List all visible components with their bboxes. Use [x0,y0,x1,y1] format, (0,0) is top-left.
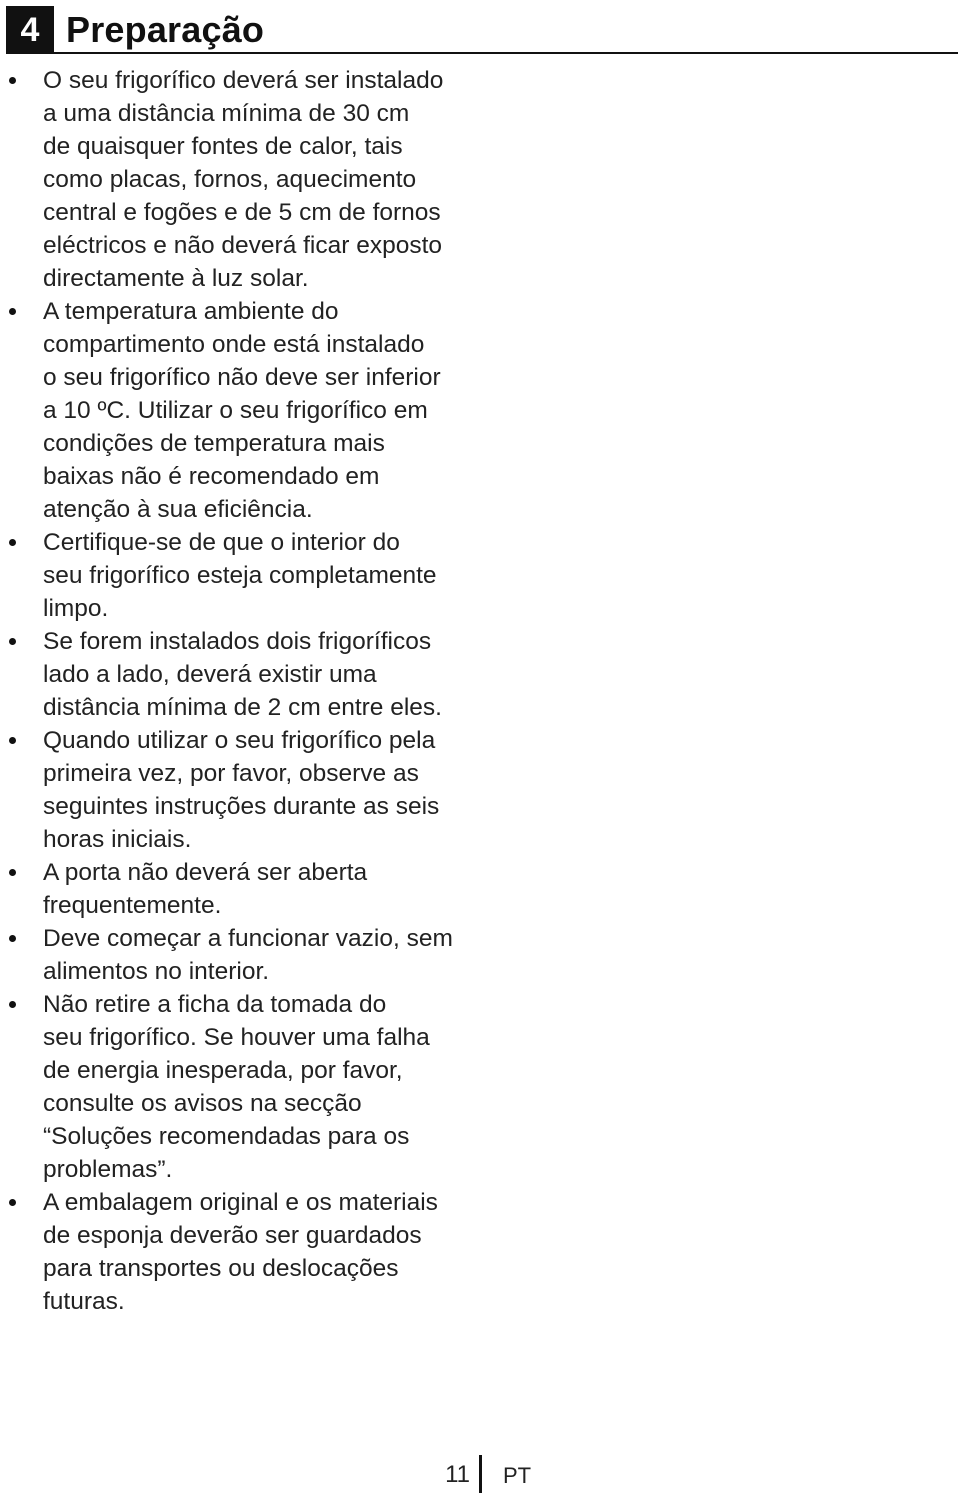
bullet-icon [9,308,16,315]
bullet-icon [9,935,16,942]
list-item [0,625,480,724]
bullet-icon [9,1199,16,1206]
list-item-text: O seu frigorífico deverá ser instalado a uma distância mínima de 30 cm de quaisquer fontes de calor, tais como placas, fornos, aquecimento central e fogões e de 5 cm de fornos eléctricos e não deverá ficar exposto directamente à luz solar. [43,67,444,292]
bullet-icon [9,869,16,876]
footer-divider [479,1455,482,1493]
header-rule [6,52,958,54]
section-header [6,6,958,54]
bullet-icon [9,1001,16,1008]
list-item [0,856,480,922]
section-number-badge: 4 [6,6,54,54]
list-item-text: A temperatura ambiente do compartimento onde está instalado o seu frigorífico não deve ser inferior a 10 ºC. Utilizar o seu frigorífico em condições de temperatura mais baixas não é recomendado em atenção à sua eficiência. [43,298,441,523]
bullet-icon [9,737,16,744]
page-footer [0,1455,960,1495]
list-item-text: Não retire a ficha da tomada do seu frigorífico. Se houver uma falha de energia inesperada, por favor, consulte os avisos na secção “Soluções recomendadas para os problemas”. [43,991,430,1183]
bullet-icon [9,638,16,645]
list-item-text: Deve começar a funcionar vazio, sem alimentos no interior. [43,925,453,985]
bullet-icon [9,77,16,84]
bullet-icon [9,539,16,546]
list-item-text: Se forem instalados dois frigoríficos lado a lado, deverá existir uma distância mínima de 2 cm entre eles. [43,628,442,721]
list-item-text: Quando utilizar o seu frigorífico pela primeira vez, por favor, observe as seguintes instruções durante as seis horas iniciais. [43,727,440,853]
section-title: Preparação [66,9,265,50]
list-item [0,988,480,1186]
list-item [0,922,480,988]
list-item [0,295,480,526]
instruction-list [0,64,480,1318]
list-item-text: A embalagem original e os materiais de esponja deverão ser guardados para transportes ou deslocações futuras. [43,1189,438,1315]
list-item [0,526,480,625]
page-number: 11 [445,1461,470,1488]
list-item [0,1186,480,1318]
list-item-text: Certifique-se de que o interior do seu frigorífico esteja completamente limpo. [43,529,437,622]
list-item-text: A porta não deverá ser aberta frequentemente. [43,859,368,919]
language-code: PT [503,1463,532,1488]
list-item [0,64,480,295]
list-item [0,724,480,856]
